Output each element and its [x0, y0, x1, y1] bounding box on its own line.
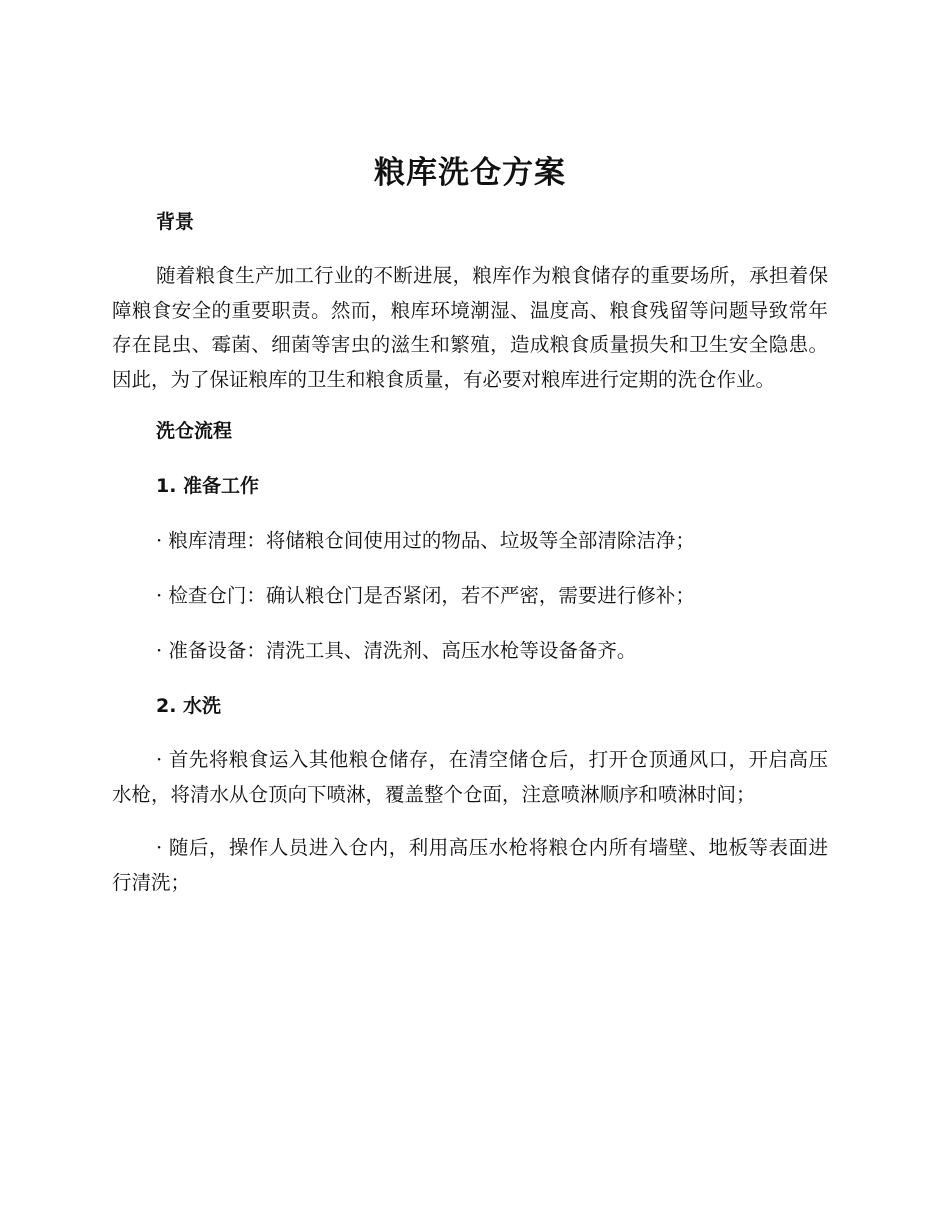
- section-heading-process: 洗仓流程: [156, 420, 233, 442]
- list-item: · 粮库清理：将储粮仓间使用过的物品、垃圾等全部清除洁净；: [156, 529, 695, 552]
- document-page: [112, 150, 828, 900]
- document-title: 粮库洗仓方案: [374, 155, 566, 191]
- background-paragraph: 随着粮食生产加工行业的不断进展，粮库作为粮食储存的重要场所，承担着保障粮食安全的重要职责。然而，粮库环境潮湿、温度高、粮食残留等问题导致常年存在昆虫、霉菌、细菌等害虫的滋生和繁殖，造成粮食质量损失和卫生安全隐患。因此，为了保证粮库的卫生和粮食质量，有必要对粮库进行定期的洗仓作业。: [112, 264, 828, 391]
- step-heading-washing: 2. 水洗: [156, 695, 222, 717]
- washing-paragraph: · 随后，操作人员进入仓内，利用高压水枪将粮仓内所有墙壁、地板等表面进行清洗；: [112, 836, 828, 894]
- washing-paragraph: · 首先将粮食运入其他粮仓储存，在清空储仓后，打开仓顶通风口，开启高压水枪，将清水从仓顶向下喷淋，覆盖整个仓面，注意喷淋顺序和喷淋时间；: [112, 748, 828, 806]
- step-heading-preparation: 1. 准备工作: [156, 475, 260, 497]
- section-heading-background: 背景: [156, 211, 195, 233]
- list-item: · 检查仓门：确认粮仓门是否紧闭，若不严密，需要进行修补；: [156, 584, 695, 607]
- list-item: · 准备设备：清洗工具、清洗剂、高压水枪等设备备齐。: [156, 639, 637, 662]
